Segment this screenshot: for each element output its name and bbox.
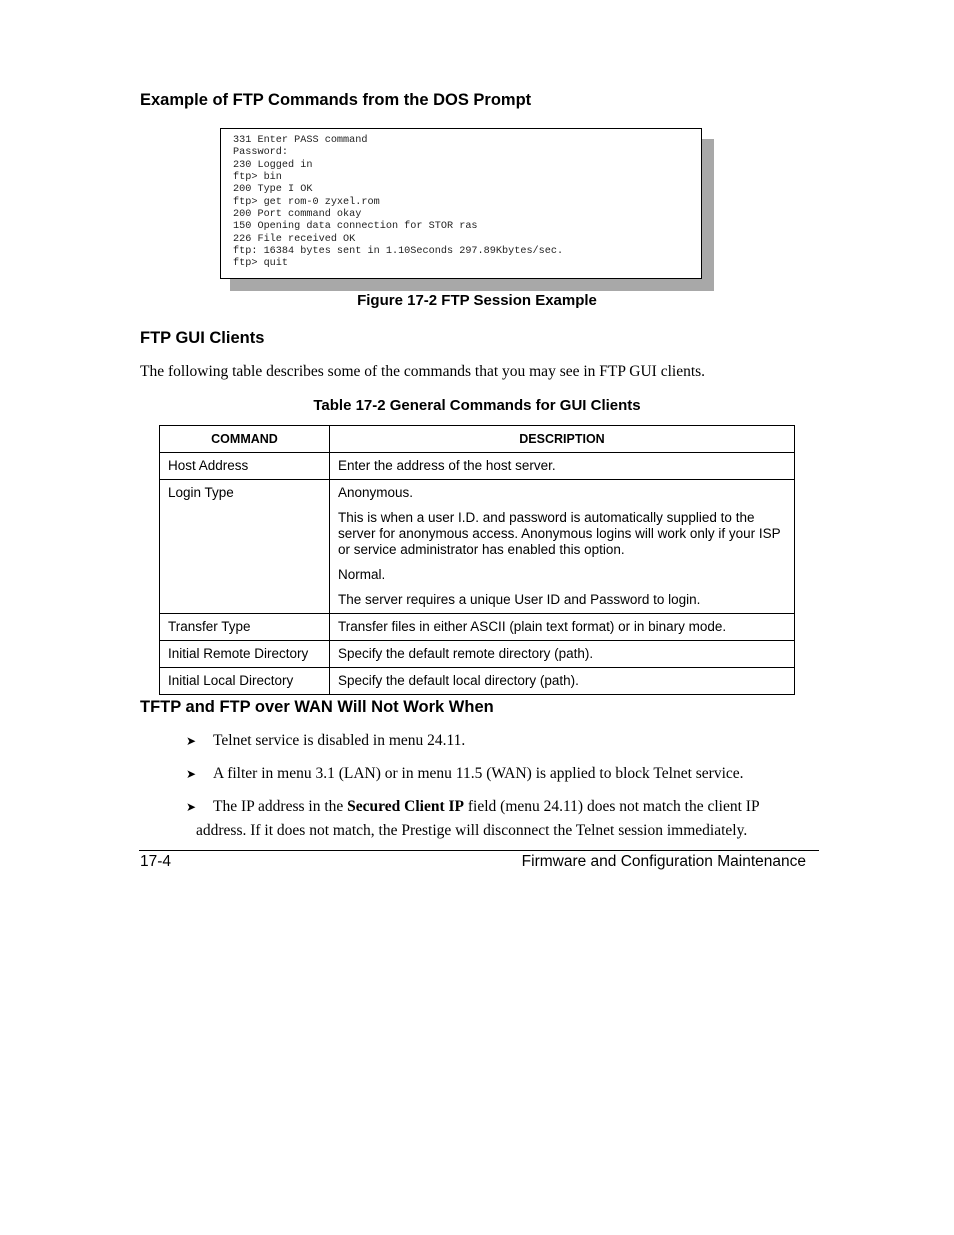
table-header-row <box>160 426 795 453</box>
list-item <box>186 762 744 786</box>
command-cell: Login Type <box>160 480 330 614</box>
column-header-command: COMMAND <box>160 426 330 453</box>
section-heading-gui-clients: FTP GUI Clients <box>140 329 265 347</box>
terminal-line: 200 Type I OK <box>233 184 313 196</box>
description-cell <box>330 614 795 641</box>
terminal-line: ftp> get rom-0 zyxel.rom <box>233 196 380 208</box>
column-header-description: DESCRIPTION <box>330 426 795 453</box>
description-cell <box>330 480 795 614</box>
terminal-line: ftp: 16384 bytes sent in 1.10Seconds 297.89Kbytes/sec. <box>233 246 564 258</box>
list-item <box>186 795 786 842</box>
page-number: 17-4 <box>140 853 172 870</box>
table-row <box>160 668 795 695</box>
description-text: This is when a user I.D. and password is automatically supplied to the server for anonymous access. Anonymous logins will work only if your ISP or service administrator has enabled this option. <box>338 510 781 557</box>
command-cell: Initial Remote Directory <box>160 641 330 668</box>
command-cell: Initial Local Directory <box>160 668 330 695</box>
table-row <box>160 641 795 668</box>
description-cell <box>330 641 795 668</box>
ftp-terminal-figure <box>220 128 702 279</box>
terminal-line: Password: <box>233 147 289 159</box>
section-heading-dos-prompt: Example of FTP Commands from the DOS Prompt <box>140 91 532 109</box>
footer-divider <box>139 850 819 851</box>
terminal-line: 226 File received OK <box>233 233 356 245</box>
gui-commands-table <box>159 425 795 695</box>
arrow-bullet-icon: ➤ <box>186 800 197 814</box>
terminal-line: ftp> quit <box>233 258 289 270</box>
description-text: Transfer files in either ASCII (plain text format) or in binary mode. <box>338 619 727 634</box>
command-cell: Host Address <box>160 453 330 480</box>
bullet-text: field (menu 24.11) does not match the client IP <box>464 798 760 815</box>
table-row <box>160 480 795 614</box>
description-text: Normal. <box>338 567 386 582</box>
description-text: Anonymous. <box>338 485 414 500</box>
section-heading-wan: TFTP and FTP over WAN Will Not Work When <box>140 698 494 716</box>
terminal-line: 200 Port command okay <box>233 209 362 221</box>
description-cell <box>330 453 795 480</box>
list-item <box>186 729 465 753</box>
bullet-bold-term: Secured Client IP <box>347 798 464 815</box>
bullet-text: A filter in menu 3.1 (LAN) or in menu 11.5 (WAN) is applied to block Telnet service. <box>213 765 744 782</box>
description-text: Specify the default local directory (path). <box>338 673 579 688</box>
arrow-bullet-icon: ➤ <box>186 734 197 748</box>
chapter-title: Firmware and Configuration Maintenance <box>521 853 806 870</box>
table-row <box>160 614 795 641</box>
bullet-continuation: address. If it does not match, the Prestige will disconnect the Telnet session immediately. <box>196 822 748 839</box>
description-text: Specify the default remote directory (path). <box>338 646 594 661</box>
bullet-text: Telnet service is disabled in menu 24.11. <box>213 732 466 749</box>
description-text: The server requires a unique User ID and Password to login. <box>338 592 701 607</box>
intro-paragraph: The following table describes some of the commands that you may see in FTP GUI clients. <box>140 363 706 380</box>
arrow-bullet-icon: ➤ <box>186 767 197 781</box>
terminal-line: ftp> bin <box>233 172 282 184</box>
bullet-text: The IP address in the <box>213 798 348 815</box>
table-row <box>160 453 795 480</box>
description-text: Enter the address of the host server. <box>338 458 556 473</box>
terminal-line: 331 Enter PASS command <box>233 135 368 146</box>
table-caption: Table 17-2 General Commands for GUI Clients <box>313 397 641 414</box>
terminal-line: 150 Opening data connection for STOR ras <box>233 221 478 233</box>
description-cell <box>330 668 795 695</box>
figure-caption: Figure 17-2 FTP Session Example <box>357 292 597 309</box>
terminal-line: 230 Logged in <box>233 159 313 171</box>
command-cell: Transfer Type <box>160 614 330 641</box>
